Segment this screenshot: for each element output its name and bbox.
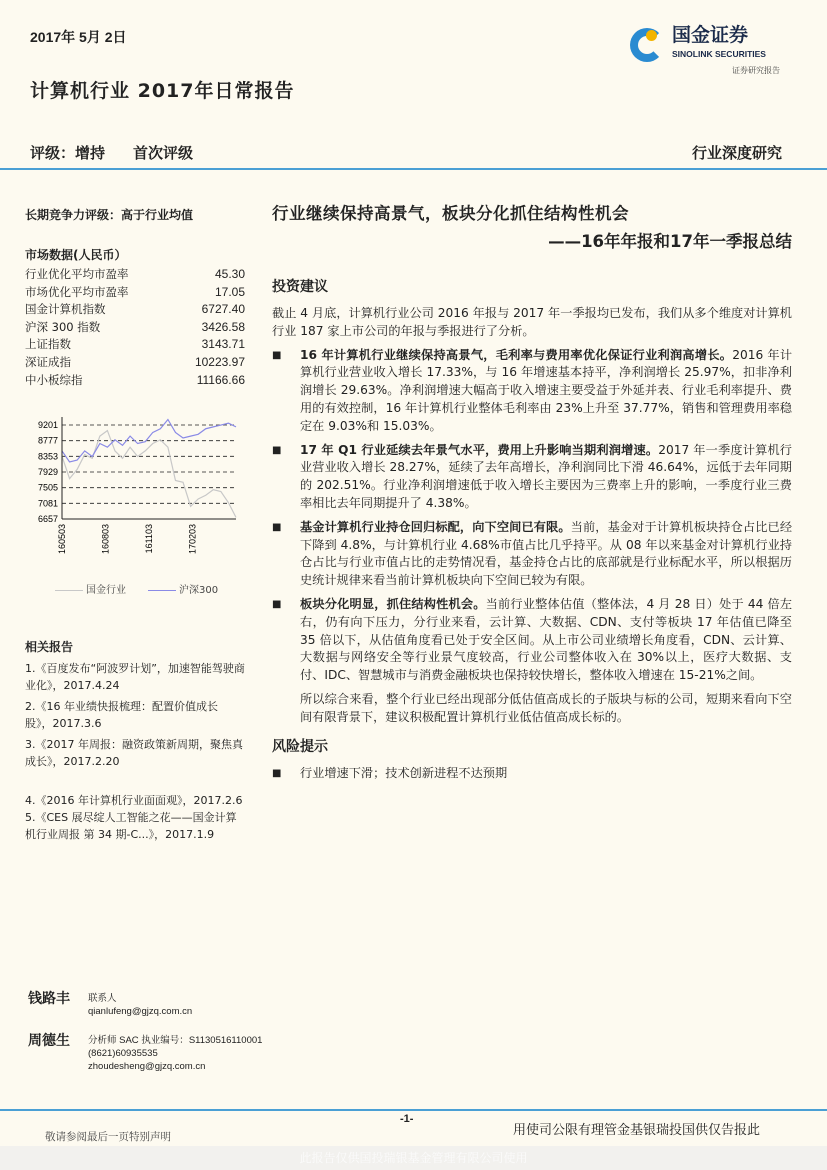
market-value: 3143.71: [201, 337, 245, 352]
market-label: 行业优化平均市盈率: [25, 267, 129, 281]
legend-label: 国金行业: [86, 585, 126, 596]
market-value: 11166.66: [196, 372, 245, 387]
key-point-body: 当前，基金对于计算机板块持仓占比已经下降到 4.8%，与计算机行业 4.68%市值占比几乎持平。从 08 年以来基金对计算机行业持仓占比与行业市值占比的走势情况看，基金持仓占比的底部就是行业标配水平，所以根据历史统计规律来看当前计算机板块向下空间已较为有限。: [300, 519, 793, 588]
related-report-link[interactable]: 4.《2016 年计算机行业面面观》，2017.2.6: [25, 794, 243, 807]
author-role: 联系人: [88, 993, 117, 1004]
key-point-heading: 板块分化明显，抓住结构性机会。: [300, 596, 486, 611]
key-point-text: [300, 347, 792, 436]
y-tick-label: 7505: [37, 482, 58, 493]
market-value: 17.05: [214, 284, 245, 299]
market-value: 3426.58: [201, 319, 245, 334]
author-details: [88, 1034, 262, 1073]
related-reports: [25, 638, 245, 847]
key-point: [272, 442, 792, 513]
bullet-square-icon: ■: [272, 598, 282, 610]
company-logo: [628, 24, 793, 80]
main-content: [272, 203, 792, 782]
footer-divider: [0, 1109, 827, 1111]
risk-item: [272, 765, 792, 783]
author-name: 钱路丰: [28, 991, 70, 1007]
logo-sub: 证券研究报告: [732, 66, 780, 75]
y-tick-label: 7081: [37, 498, 58, 509]
key-point-text: [300, 442, 792, 513]
y-tick-label: 8353: [37, 451, 58, 462]
y-tick-label: 7929: [37, 467, 58, 477]
market-row: [25, 319, 245, 337]
legend-label: 沪深300: [179, 585, 219, 596]
report-title: 计算机行业 2017年日常报告: [30, 80, 295, 102]
market-row: [25, 301, 245, 319]
legend-item-hs300: [148, 584, 218, 598]
author-name: 周德生: [28, 1033, 70, 1049]
author-details: [88, 992, 192, 1018]
report-date: 2017年 5月 2日: [30, 29, 127, 45]
conclusion-paragraph: 所以综合来看，整个行业已经出现部分低估值高成长的子版块与标的公司，短期来看向下空间有限背景下，建议积极配置计算机行业低估值高成长标的。: [300, 691, 792, 724]
market-data: [25, 246, 245, 389]
author-email[interactable]: qianlufeng@gjzq.com.cn: [88, 1006, 193, 1017]
x-tick-label: 160503: [57, 524, 67, 555]
chart-legend: [55, 584, 218, 598]
key-point-body: 2016 年计算机行业营业收入增长 17.33%，与 16 年增速基本持平，净利润增长 25.97%，扣非净利润增长 29.63%。净利润增速大幅高于收入增速主要受益于外延并表、行业毛利率提升、费用的有效控制，16 年计算机行业整体毛利率由 23%上升至 37.77%，销售和管理费用率稳定在 9.03%和 15.03%。: [300, 347, 793, 433]
x-tick-label: 160803: [100, 524, 111, 555]
disclaimer-note: 敬请参阅最后一页特别声明: [45, 1131, 171, 1143]
market-label: 市场优化平均市盈率: [25, 284, 129, 299]
key-point-text: [300, 596, 792, 685]
risk-title: 风险提示: [272, 738, 328, 755]
author-phone: (8621)60935535: [88, 1048, 158, 1059]
key-point-text: [300, 519, 792, 590]
bullet-square-icon: ■: [272, 349, 282, 361]
market-value: 45.30: [214, 267, 245, 281]
rating-note: 首次评级: [133, 144, 194, 162]
bullet-square-icon: ■: [272, 767, 282, 779]
legend-item-guojin: [55, 584, 126, 598]
footer-right-text: 用使司公限有理管金基银瑞投国供仅告报此: [513, 1123, 761, 1138]
key-point: [272, 519, 792, 590]
y-tick-label: 6657: [37, 514, 58, 524]
market-value: 10223.97: [194, 354, 245, 369]
related-report-link[interactable]: 5.《CES 展尽绽人工智能之花——国金计算机行业周报 第 34 期-C...》，2017.1.9: [25, 811, 237, 841]
series-line-0: [62, 431, 236, 518]
market-value: 6727.40: [201, 302, 245, 317]
watermark-band: 此报告仅供国投瑞银基金管理有限公司使用: [0, 1146, 827, 1170]
related-title: 相关报告: [25, 640, 74, 654]
logo-cn: 国金证券: [672, 24, 749, 46]
related-report-link[interactable]: 3.《2017 年周报：融资政策新周期，聚焦真成长》，2017.2.20: [25, 738, 243, 768]
market-row: [25, 372, 245, 390]
key-point-heading: 基金计算机行业持仓回归标配，向下空间已有限。: [300, 519, 571, 534]
bullet-square-icon: ■: [272, 521, 282, 533]
logo-en: SINOLINK SECURITIES: [672, 49, 766, 59]
related-report-link[interactable]: 2.《16 年业绩快报梳理：配置价值成长股》，2017.3.6: [25, 700, 218, 730]
rating: [30, 143, 221, 163]
index-chart: [20, 410, 250, 578]
market-label: 中小板综指: [25, 372, 83, 387]
key-point: [272, 596, 792, 685]
logo-dot-icon: [646, 30, 657, 41]
related-report-link[interactable]: 1.《百度发布“阿波罗计划”，加速智能驾驶商业化》，2017.4.24: [25, 662, 245, 692]
bullet-square-icon: ■: [272, 444, 282, 456]
x-tick-label: 161103: [144, 524, 154, 554]
market-data-title: 市场数据(人民币）: [25, 248, 127, 262]
market-row: [25, 284, 245, 302]
header-divider: [0, 168, 827, 170]
market-label: 国金计算机指数: [25, 302, 106, 317]
x-tick-label: 170203: [187, 524, 198, 555]
market-row: [25, 354, 245, 372]
invest-title: 投资建议: [272, 279, 328, 295]
rating-label: 评级：增持: [30, 144, 106, 162]
market-row: [25, 336, 245, 354]
market-label: 上证指数: [25, 337, 71, 352]
page-number: -1-: [400, 1113, 414, 1125]
y-tick-label: 8777: [37, 435, 58, 446]
key-point-heading: 16 年计算机行业继续保持高景气，毛利率与费用率优化保证行业利润高增长。: [300, 347, 733, 362]
risk-text: 行业增速下滑；技术创新进程不达预期: [300, 765, 508, 780]
intro-paragraph: 截止 4 月底，计算机行业公司 2016 年报与 2017 年一季报均已发布，我们从多个维度对计算机行业 187 家上市公司的年报与季报进行了分析。: [272, 306, 792, 338]
key-point-body: 当前行业整体估值（整体法，4 月 28 日）处于 44 倍左右，仍有向下压力，分行业来看，云计算、大数据、CDN、支付等板块 17 年估值已降至 35 倍以下，从估值角度看已处于安全区间。从上市公司业绩增长角度看，CDN、云计算、大数据与网络安全等行业景气度较高，行业公司整体收入在 30%以上，医疗大数据、支付、IDC、智慧城市与消费金融板块也保持较快增长，整体收入增速在 15-21%之间。: [300, 596, 793, 683]
market-label: 深证成指: [25, 354, 71, 369]
market-label: 沪深 300 指数: [25, 319, 101, 334]
market-row: [25, 266, 245, 284]
report-type: 行业深度研究: [691, 144, 782, 162]
key-point-heading: 17 年 Q1 行业延续去年景气水平，费用上升影响当期利润增速。: [300, 442, 659, 457]
competitiveness-rating: [25, 206, 245, 224]
y-tick-label: 9201: [37, 420, 58, 430]
key-point: [272, 347, 792, 436]
subheadline: ——16年年报和17年一季报总结: [548, 232, 792, 251]
author-email[interactable]: zhoudesheng@gjzq.com.cn: [88, 1061, 206, 1072]
competitiveness-text: 长期竞争力评级：高于行业均值: [25, 208, 194, 222]
key-point-body: 2017 年一季度计算机行业营业收入增长 28.27%，延续了去年高增长，净利润同比下滑 46.64%，远低于去年同期的 202.51%。行业净利润增速低于收入增长主要因为三费率上升的影响，一季度行业三费率相比去年同期提升了 4.38%。: [300, 442, 792, 510]
author-role: 分析师 SAC 执业编号：S1130516110001: [88, 1035, 263, 1046]
headline: 行业继续保持高景气，板块分化抓住结构性机会: [272, 204, 629, 223]
